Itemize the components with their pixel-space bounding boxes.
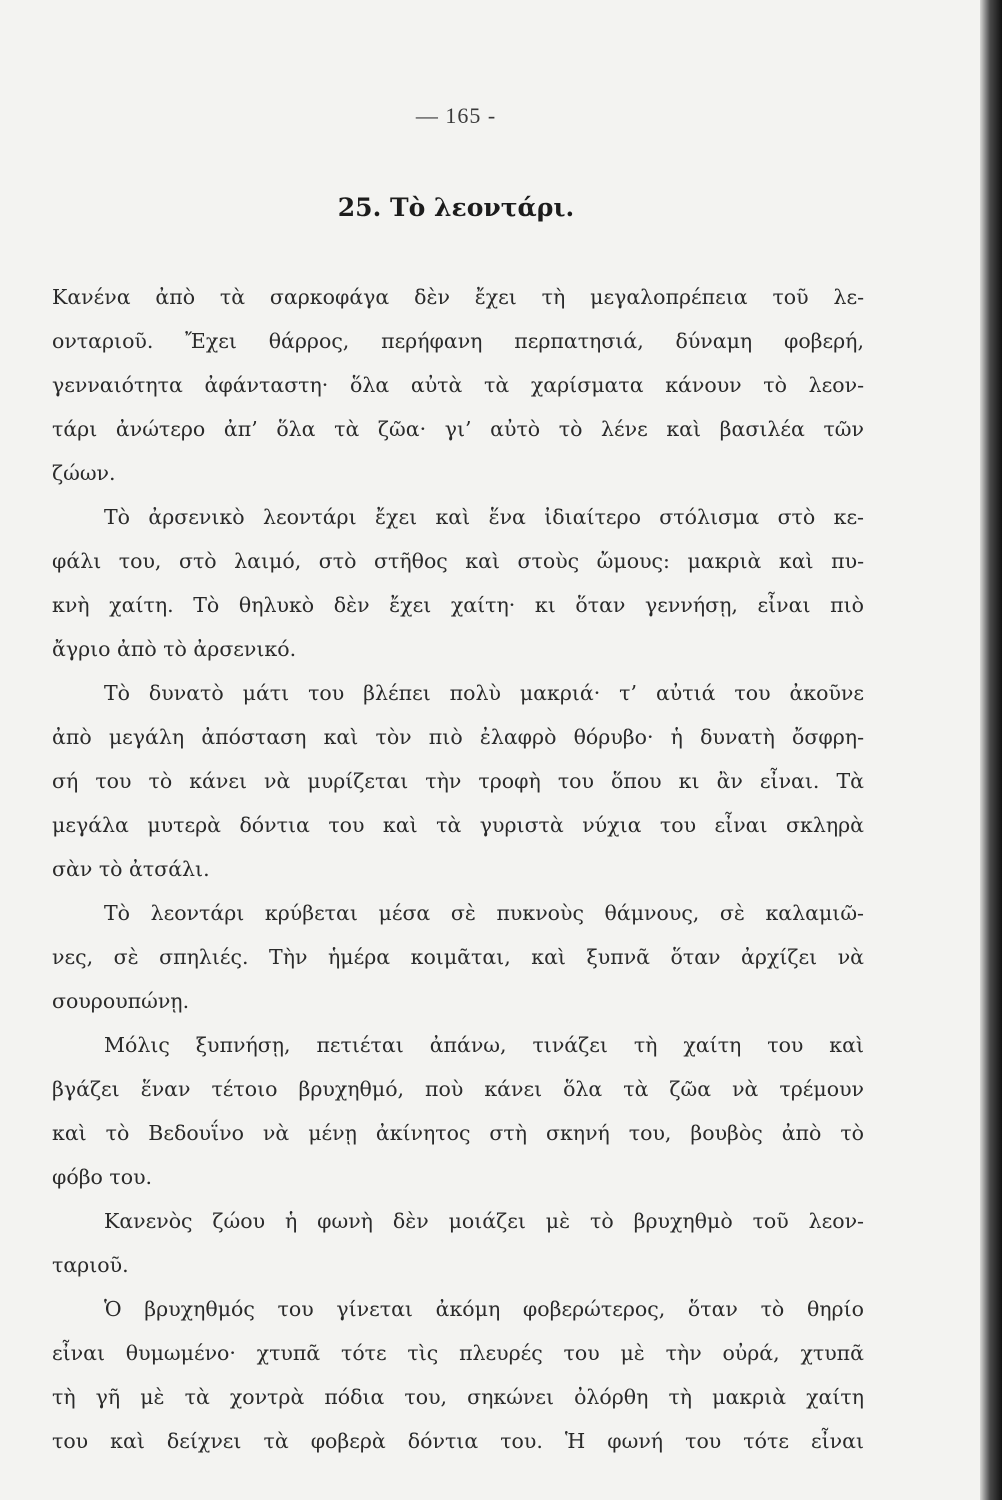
text-line: τὴ γῆ μὲ τὰ χοντρὰ πόδια του, σηκώνει ὀλόρθη τὴ μακριὰ χαίτη: [52, 1385, 864, 1409]
text-line: Κανένα ἀπὸ τὰ σαρκοφάγα δὲν ἔχει τὴ μεγαλοπρέπεια τοῦ λε-: [52, 285, 864, 309]
text-line: βγάζει ἕναν τέτοιο βρυχηθμό, ποὺ κάνει ὅλα τὰ ζῶα νὰ τρέμουν: [52, 1077, 864, 1101]
text-line: σή του τὸ κάνει νὰ μυρίζεται τὴν τροφὴ του ὅπου κι ἂν εἶναι. Τὰ: [52, 769, 864, 793]
text-line: σουρουπώνῃ.: [52, 989, 190, 1013]
text-line: Τὸ λεοντάρι κρύβεται μέσα σὲ πυκνοὺς θάμνους, σὲ καλαμιῶ-: [104, 901, 864, 925]
scan-edge-shadow: [980, 0, 1002, 1500]
text-line: ζώων.: [52, 461, 116, 485]
text-line: Τὸ δυνατὸ μάτι του βλέπει πολὺ μακριά· τ’ αὐτιά του ἀκοῦνε: [104, 681, 864, 705]
chapter-title: 25. Τὸ λεοντάρι.: [337, 193, 575, 222]
page-number: — 165 -: [415, 103, 497, 128]
text-line: νες, σὲ σπηλιές. Τὴν ἡμέρα κοιμᾶται, καὶ ξυπνᾶ ὅταν ἀρχίζει νὰ: [52, 945, 864, 969]
text-line: φόβο του.: [52, 1165, 153, 1189]
text-line: σὰν τὸ ἀτσάλι.: [52, 857, 210, 881]
text-line: ονταριοῦ. Ἔχει θάρρος, περήφανη περπατησιά, δύναμη φοβερή,: [52, 329, 864, 353]
text-line: ἀπὸ μεγάλη ἀπόσταση καὶ τὸν πιὸ ἐλαφρὸ θόρυβο· ἡ δυνατὴ ὄσφρη-: [52, 725, 864, 749]
text-line: Μόλις ξυπνήσῃ, πετιέται ἀπάνω, τινάζει τὴ χαίτη του καὶ: [104, 1033, 864, 1057]
text-line: κνὴ χαίτη. Τὸ θηλυκὸ δὲν ἔχει χαίτη· κι ὅταν γεννήσῃ, εἶναι πιὸ: [52, 593, 864, 617]
text-line: Κανενὸς ζώου ἡ φωνὴ δὲν μοιάζει μὲ τὸ βρυχηθμὸ τοῦ λεον-: [104, 1209, 864, 1233]
text-line: εἶναι θυμωμένο· χτυπᾶ τότε τὶς πλευρές του μὲ τὴν οὐρά, χτυπᾶ: [52, 1341, 864, 1365]
text-line: μεγάλα μυτερὰ δόντια του καὶ τὰ γυριστὰ νύχια του εἶναι σκληρὰ: [52, 813, 864, 837]
text-line: του καὶ δείχνει τὰ φοβερὰ δόντια του. Ἡ φωνή του τότε εἶναι: [52, 1429, 864, 1453]
text-line: Τὸ ἀρσενικὸ λεοντάρι ἔχει καὶ ἕνα ἰδιαίτερο στόλισμα στὸ κε-: [104, 505, 864, 529]
text-line: ἄγριο ἀπὸ τὸ ἀρσενικό.: [52, 637, 297, 661]
text-line: τάρι ἀνώτερο ἀπ’ ὅλα τὰ ζῶα· γι’ αὐτὸ τὸ λένε καὶ βασιλέα τῶν: [52, 417, 864, 441]
text-line: φάλι του, στὸ λαιμό, στὸ στῆθος καὶ στοὺς ὤμους: μακριὰ καὶ πυ-: [52, 549, 864, 573]
text-line: ταριοῦ.: [52, 1253, 129, 1277]
text-line: καὶ τὸ Βεδουΐνο νὰ μένῃ ἀκίνητος στὴ σκηνή του, βουβὸς ἀπὸ τὸ: [52, 1121, 864, 1145]
text-line: γενναιότητα ἀφάνταστη· ὅλα αὐτὰ τὰ χαρίσματα κάνουν τὸ λεον-: [52, 373, 864, 397]
text-line: Ὁ βρυχηθμός του γίνεται ἀκόμη φοβερώτερος, ὅταν τὸ θηρίο: [104, 1297, 864, 1321]
